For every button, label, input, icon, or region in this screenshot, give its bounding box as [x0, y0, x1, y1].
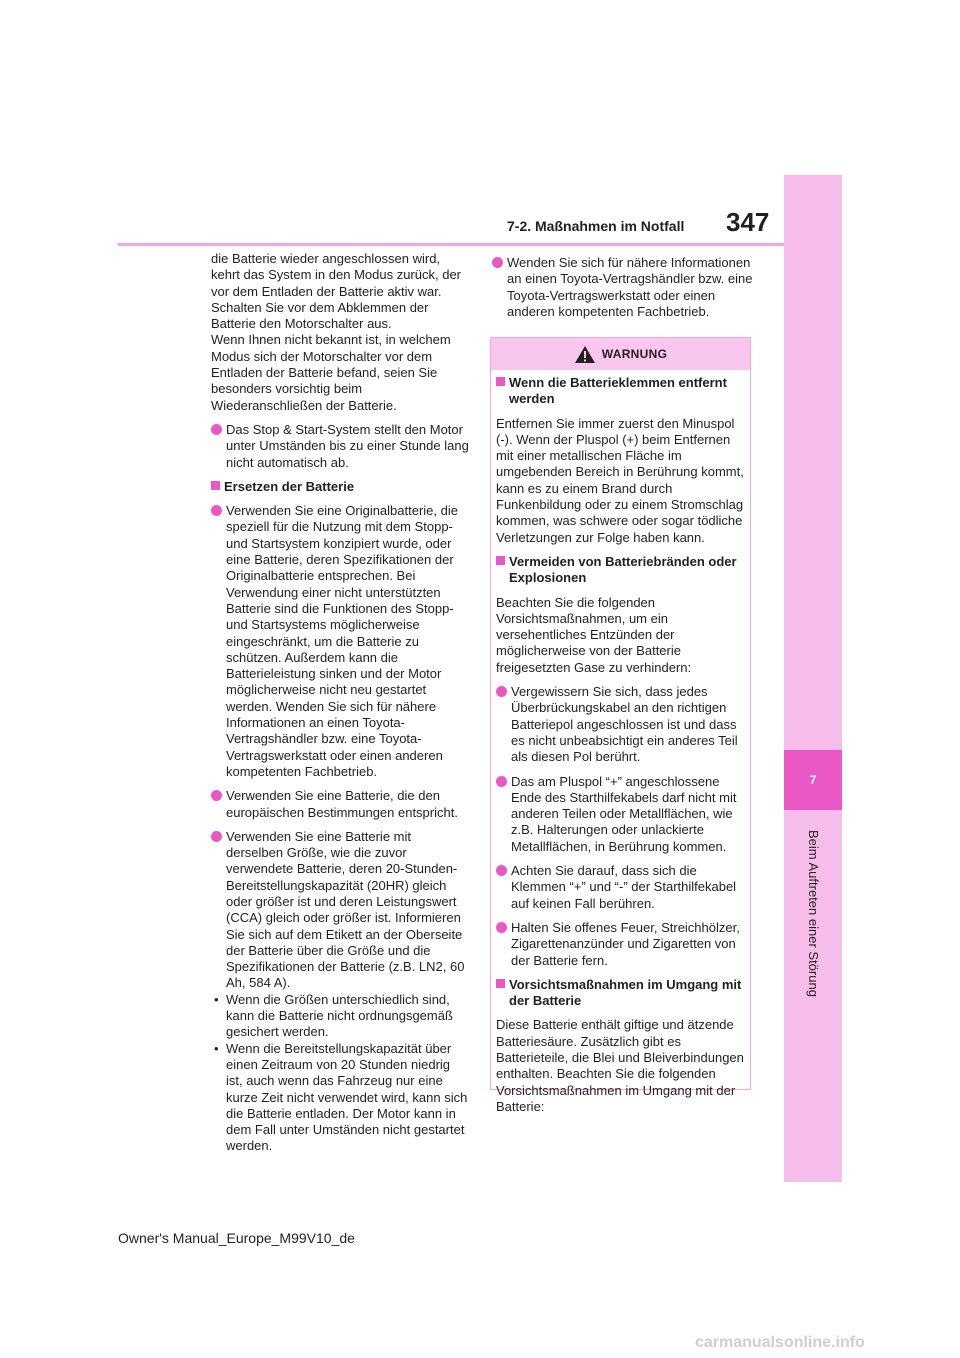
bullet-dot-icon — [211, 505, 222, 516]
bullet-dot-icon — [496, 776, 507, 787]
warning-heading-fire: Vermeiden von Batteriebränden oder Explosionen — [496, 554, 745, 587]
bullet-stop-start: Das Stop & Start-System stellt den Motor unter Umständen bis zu einer Stunde lang nicht automatisch ab. — [211, 422, 469, 471]
chapter-side-tab — [784, 175, 842, 1182]
warning-bullet-fire: Halten Sie offenes Feuer, Streichhölzer, Zigarettenanzünder und Zigaretten von der Batterie fern. — [496, 920, 745, 969]
square-marker-icon — [496, 556, 505, 565]
warning-text-fire: Beachten Sie die folgenden Vorsichtsmaßnahmen, um ein versehentliches Entzünden der möglicherweise von der Batterie freigesetzten Gase zu verhindern: — [496, 594, 692, 675]
bullet-dot-icon — [211, 790, 222, 801]
dash-item-capacity: • Wenn die Bereitstellungskapazität über einen Zeitraum von 20 Stunden niedrig ist, auch wenn das Fahrzeug nur eine kurze Zeit nicht verwendet wird, kann sich die Batterie entladen. Der Motor kann in dem Fall unter Umständen nicht gestartet werden. — [214, 1040, 468, 1154]
chapter-number: 7 — [784, 750, 842, 810]
warning-heading-terminals: Wenn die Batterieklemmen entfernt werden — [496, 375, 745, 408]
left-column — [211, 251, 469, 1155]
bullet-dot-icon — [211, 424, 222, 435]
warning-box — [490, 337, 751, 1114]
square-marker-icon — [496, 979, 505, 988]
dash-marker: • — [214, 1040, 219, 1056]
bullet-original-battery: Verwenden Sie eine Originalbatterie, die speziell für die Nutzung mit dem Stopp- und Startsystem konzipiert wurde, oder eine Batterie, deren Spezifikationen der Originalbatterie entsprechen. Bei Verwendung einer nicht unterstützten Batterie sind die Funktionen des Stopp- und Startsystems möglicherweise eingeschränkt, um die Batterie zu schützen. Außerdem kann die Batterieleistung sinken und der Motor möglicherweise nicht neu gestartet werden. Wenden Sie sich für nähere Informationen an einen Toyota-Vertragshändler bzw. eine Toyota-Vertragswerkstatt oder einen anderen kompetenten Fachbetrieb. — [211, 503, 469, 780]
bullet-battery-size: Verwenden Sie eine Batterie mit derselben Größe, wie die zuvor verwendete Batterie, deren 20-Stunden-Bereitstellungskapazität (20HR) gleich oder größer ist und deren Leistungswert (CCA) gleich oder größer ist. Informieren Sie sich auf dem Etikett an der Oberseite der Batterie über die Größe und die Spezifikationen der Batterie (z.B. LN2, 60 Ah, 584 A). — [211, 829, 469, 992]
warning-triangle-icon — [574, 345, 596, 364]
warning-title: WARNUNG — [601, 347, 668, 361]
dash-item-size: • Wenn die Größen unterschiedlich sind, kann die Batterie nicht ordnungsgemäß gesichert werden. — [214, 991, 453, 1040]
bullet-dot-icon — [496, 922, 507, 933]
square-marker-icon — [211, 481, 220, 490]
bullet-dot-icon — [492, 257, 503, 268]
warning-bullet-clamps: Achten Sie darauf, dass sich die Klemmen “+” und “-” der Starthilfekabel auf keinen Fall berühren. — [496, 863, 745, 912]
dash-marker: • — [214, 991, 219, 1007]
intro-text-2: Wenn Ihnen nicht bekannt ist, in welchem Modus sich der Motorschalter vor dem Entladen der Batterie befand, seien Sie besonders vorsichtig beim Wiederanschließen der Batterie. — [211, 332, 451, 413]
right-column — [492, 255, 754, 328]
section-title: 7-2. Maßnahmen im Notfall — [507, 218, 685, 234]
warning-body — [491, 370, 750, 1115]
warning-header — [491, 338, 750, 370]
chapter-label: Beim Auftreten einer Störung — [806, 830, 821, 997]
heading-replace-battery: Ersetzen der Batterie — [211, 479, 469, 495]
bullet-dot-icon — [496, 686, 507, 697]
bullet-contact-dealer: Wenden Sie sich für nähere Informationen an einen Toyota-Vertragshändler bzw. eine Toyota-Vertragswerkstatt oder einen anderen kompetenten Fachbetrieb. — [492, 255, 754, 320]
intro-text: die Batterie wieder angeschlossen wird, kehrt das System in den Modus zurück, der vor dem Entladen der Batterie aktiv war. Schalten Sie vor dem Abklemmen der Batterie den Motorschalter aus. — [211, 251, 462, 332]
footer-text: Owner's Manual_Europe_M99V10_de — [118, 1230, 355, 1246]
watermark: carmanualsonline.info — [695, 1334, 865, 1351]
bullet-dot-icon — [211, 831, 222, 842]
square-marker-icon — [496, 377, 505, 386]
warning-bullet-cable: Vergewissern Sie sich, dass jedes Überbrückungskabel an den richtigen Batteriepol angeschlossen ist und dass es nicht unbeabsichtigt ein anderes Teil als diesen Pol berührt. — [496, 684, 745, 765]
warning-text-handling: Diese Batterie enthält giftige und ätzende Batteriesäure. Zusätzlich gibt es Batterieteile, die Blei und Bleiverbindungen enthalten. Beachten Sie die folgenden Vorsichtsmaßnahmen im Umgang mit der Batterie: — [496, 1017, 744, 1114]
bullet-dot-icon — [496, 865, 507, 876]
header-rule — [118, 243, 784, 246]
warning-heading-handling: Vorsichtsmaßnahmen im Umgang mit der Batterie — [496, 977, 745, 1010]
warning-text-terminals: Entfernen Sie immer zuerst den Minuspol (-). Wenn der Pluspol (+) beim Entfernen mit einer metallischen Fläche im umgebenden Bereich in Berührung kommt, kann es zu einem Brand durch Funkenbildung oder zu einem Stromschlag kommen, was schwere oder sogar tödliche Verletzungen zur Folge haben kann. — [496, 415, 744, 545]
bullet-euro-standard: Verwenden Sie eine Batterie, die den europäischen Bestimmungen entspricht. — [211, 788, 469, 821]
page-number: 347 — [726, 207, 770, 237]
warning-bullet-plus: Das am Pluspol “+” angeschlossene Ende des Starthilfekabels darf nicht mit anderen Teilen oder Metallflächen, wie z.B. Halterungen oder unlackierte Metallflächen, in Berührung kommen. — [496, 774, 745, 855]
